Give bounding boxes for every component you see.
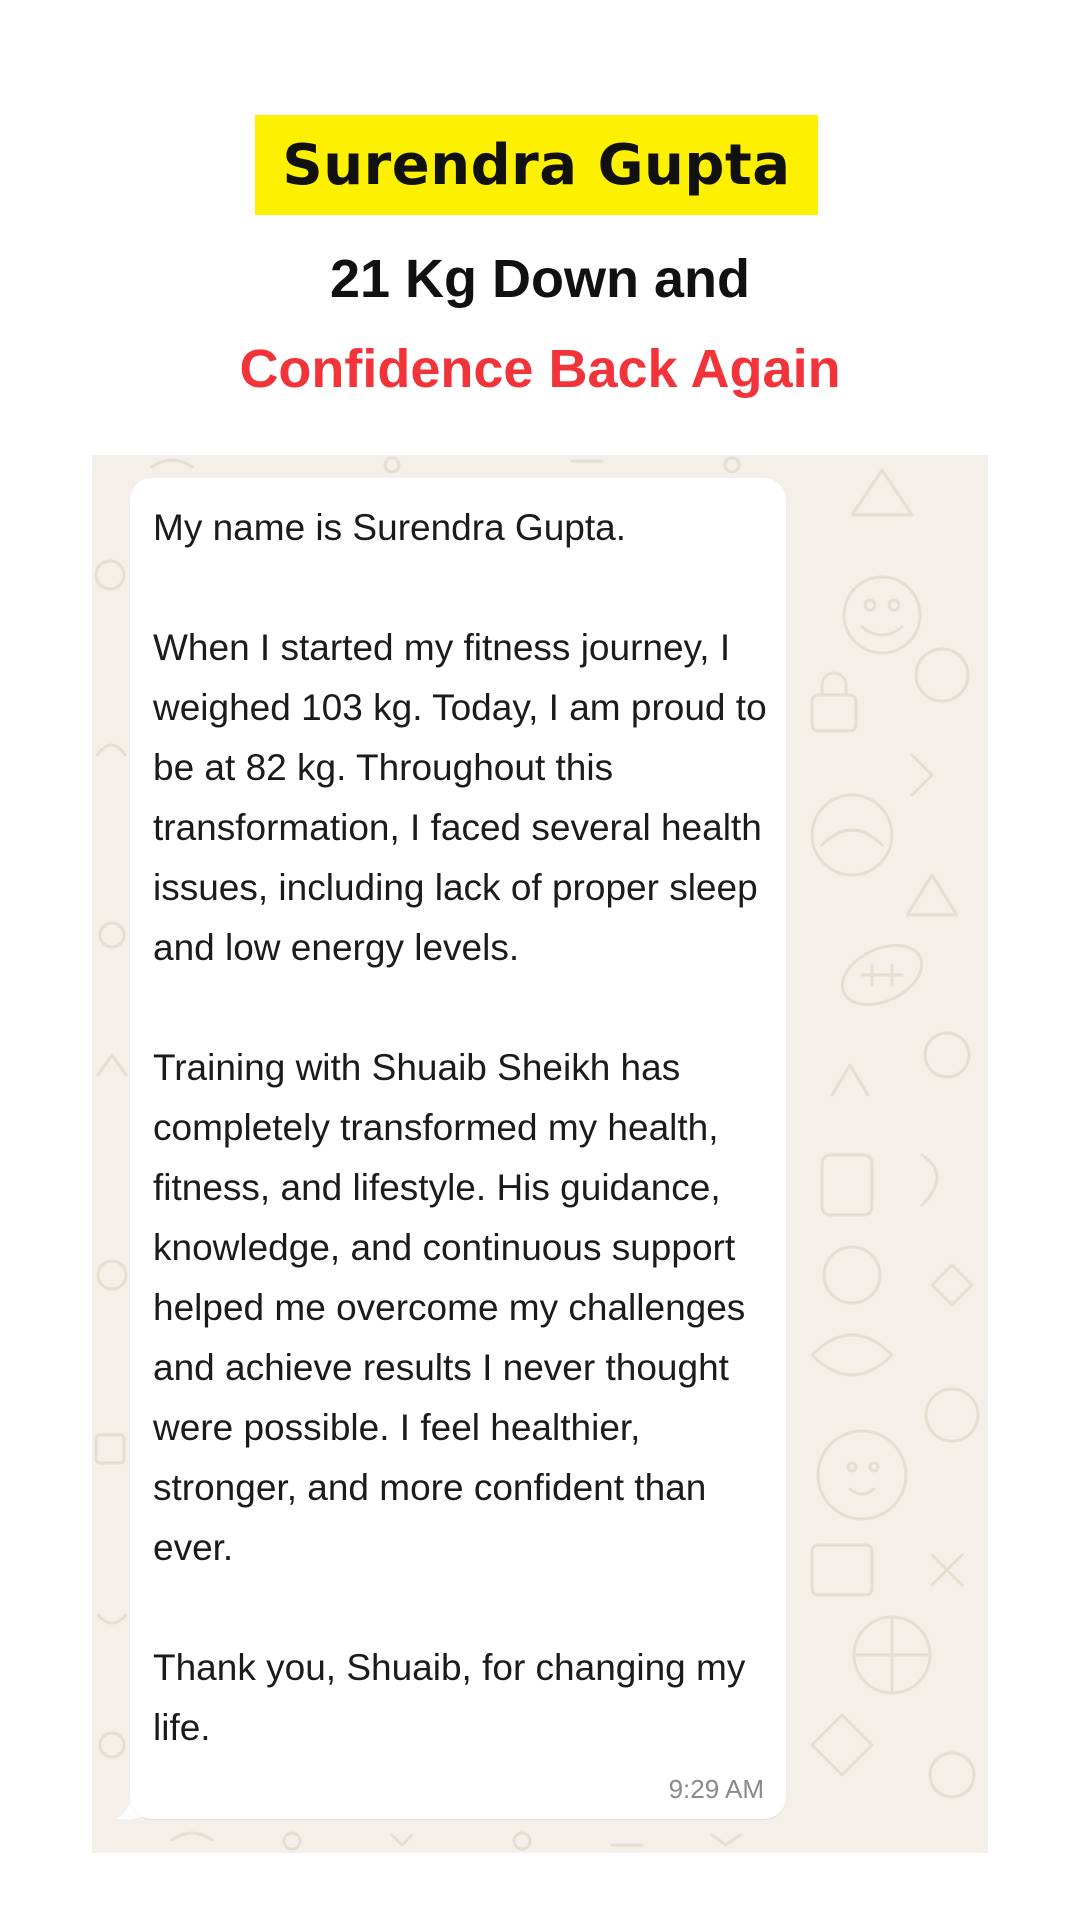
message-paragraph: Thank you, Shuaib, for changing my life. bbox=[153, 1647, 746, 1748]
client-name: Surendra Gupta bbox=[282, 132, 791, 198]
message-text bbox=[153, 498, 773, 1758]
message-paragraph: When I started my fitness journey, I weighed 103 kg. Today, I am proud to be at 82 kg. Throughout this transformation, I faced several health issues, including lack of proper sleep and low energy levels. bbox=[153, 627, 767, 968]
headline-result: 21 Kg Down and bbox=[329, 249, 751, 309]
name-banner bbox=[255, 115, 818, 215]
chat-screenshot bbox=[92, 455, 988, 1853]
message-bubble bbox=[130, 478, 786, 1819]
headline-confidence: Confidence Back Again bbox=[239, 339, 841, 399]
message-timestamp: 9:29 AM bbox=[668, 1774, 764, 1804]
message-paragraph: Training with Shuaib Sheikh has completely transformed my health, fitness, and lifestyle. His guidance, knowledge, and continuous support helped me overcome my challenges and achieve results I never thought were possible. I feel healthier, stronger, and more confident than ever. bbox=[153, 1047, 746, 1568]
message-paragraph: My name is Surendra Gupta. bbox=[153, 507, 626, 548]
